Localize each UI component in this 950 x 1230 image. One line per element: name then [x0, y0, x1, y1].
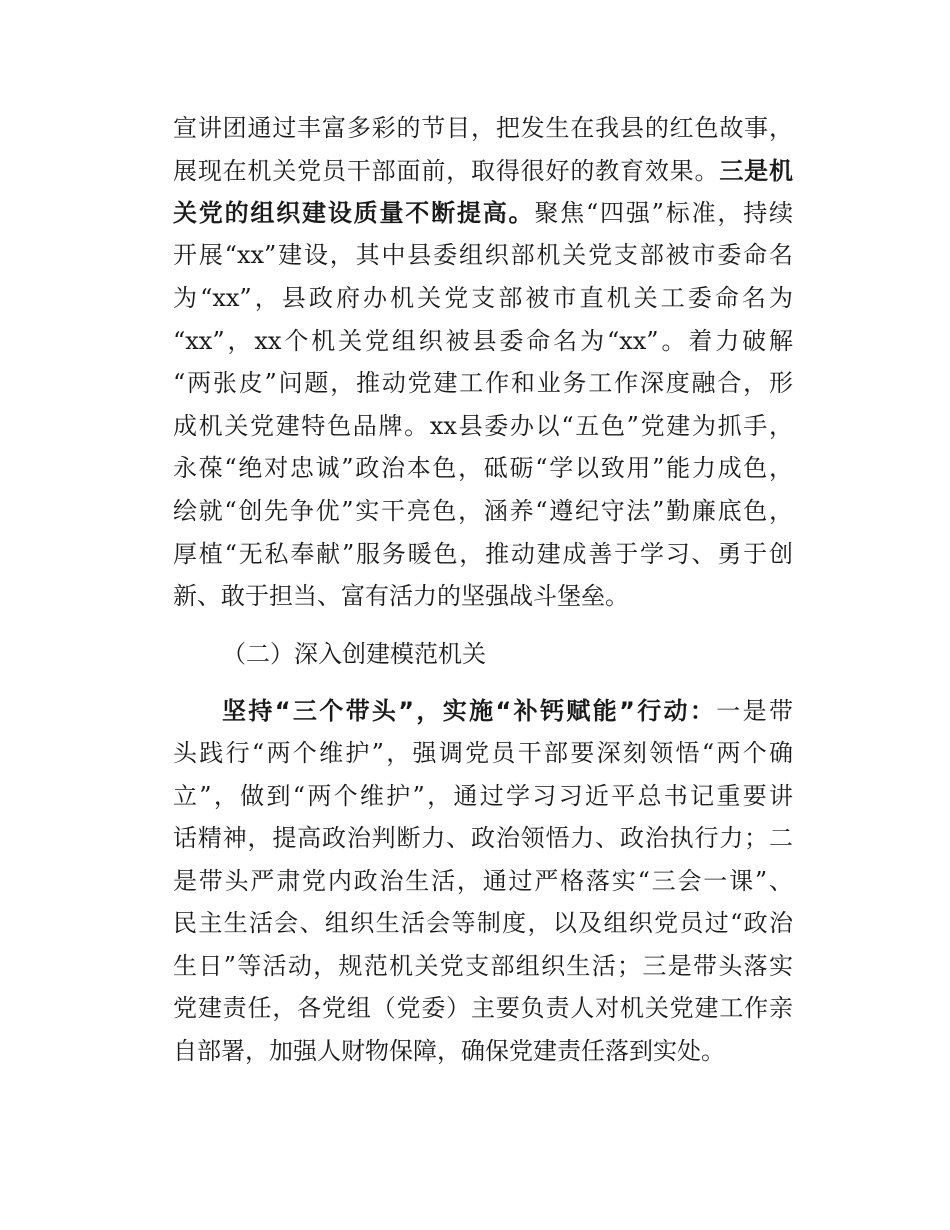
paragraph-line: “两张皮”问题，推动党建工作和业务工作深度融合，形: [173, 369, 793, 397]
paragraph-line: 头践行“两个维护”，强调党员干部要深刻领悟“两个确: [173, 739, 793, 767]
bold-text-run: 关党的组织建设质量不断提高。: [173, 199, 535, 227]
paragraph-line: 成机关党建特色品牌。xx县委办以“五色”党建为抓手，: [173, 412, 793, 440]
text-run: 聚焦“四强”标准，持续: [534, 199, 794, 227]
paragraph-line: 党建责任，各党组（党委）主要负责人对机关党建工作亲: [173, 994, 793, 1022]
paragraph-line: 新、敢于担当、富有活力的坚强战斗堡垒。: [173, 582, 629, 610]
paragraph-line: 绘就“创先争优”实干亮色，涵养“遵纪守法”勤廉底色，: [173, 497, 793, 525]
paragraph-line: 生日”等活动，规范机关党支部组织生活；三是带头落实: [173, 952, 793, 980]
paragraph-line: 话精神，提高政治判断力、政治领悟力、政治执行力；二: [173, 824, 793, 852]
paragraph-line: 立”，做到“两个维护”，通过学习习近平总书记重要讲: [173, 782, 793, 810]
paragraph-line: 开展“xx”建设，其中县委组织部机关党支部被市委命名: [173, 241, 793, 269]
paragraph-line: 为“xx”，县政府办机关党支部被市直机关工委命名为: [173, 284, 793, 312]
paragraph-line: 永葆“绝对忠诚”政治本色，砥砺“学以致用”能力成色，: [173, 454, 793, 482]
paragraph-line: 是带头严肃党内政治生活，通过严格落实“三会一课”、: [173, 867, 793, 895]
paragraph-line: 厚植“无私奉献”服务暖色，推动建成善于学习、勇于创: [173, 540, 793, 568]
section-heading: （二）深入创建模范机关: [222, 640, 486, 668]
bold-text-run: 坚持“三个带头”，实施“补钙赋能”行动：: [222, 697, 717, 725]
paragraph-line: [222, 690, 793, 732]
text-run: 展现在机关党员干部面前，取得很好的教育效果。: [173, 157, 720, 185]
paragraph-line: [173, 192, 793, 234]
paragraph-line: [173, 150, 793, 192]
paragraph-line: “xx”，xx个机关党组织被县委命名为“xx”。着力破解: [173, 327, 793, 355]
bold-text-run: 三是机: [719, 157, 794, 185]
text-run: 一是带: [716, 697, 793, 725]
paragraph-line: 民主生活会、组织生活会等制度，以及组织党员过“政治: [173, 909, 793, 937]
paragraph-line: 宣讲团通过丰富多彩的节目，把发生在我县的红色故事，: [173, 114, 793, 142]
paragraph-line: 自部署，加强人财物保障，确保党建责任落到实处。: [173, 1037, 725, 1065]
